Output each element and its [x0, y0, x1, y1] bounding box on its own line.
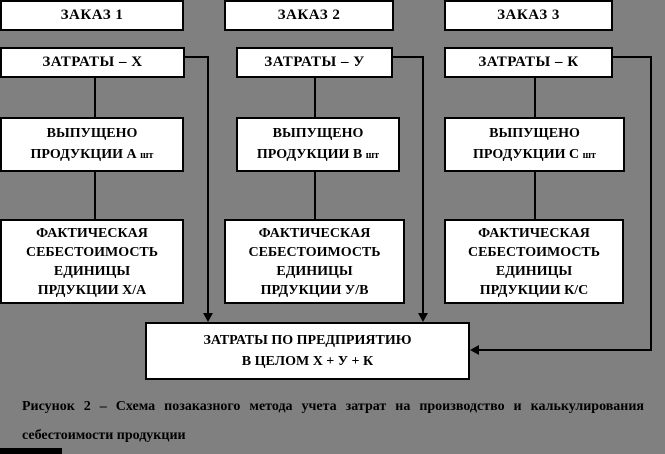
costs-2-box — [236, 47, 393, 78]
actual-cost-1-line: СЕБЕСТОИМОСТЬ — [25, 244, 159, 260]
connector-output2-actual2 — [314, 172, 316, 219]
costs-2-label: ЗАТРАТЫ – У — [264, 54, 365, 70]
connector-costs2-total-vertical — [422, 56, 424, 313]
output-3-line2: ПРОДУКЦИИ С — [473, 147, 580, 162]
order-2-box — [224, 0, 394, 31]
actual-cost-3-line: СЕБЕСТОИМОСТЬ — [467, 244, 601, 260]
actual-cost-2-line: ФАКТИЧЕСКАЯ — [258, 225, 371, 241]
connector-costs1-total-vertical — [207, 56, 209, 313]
actual-cost-3-line: ЕДИНИЦЫ — [495, 263, 573, 279]
order-2-label: ЗАКАЗ 2 — [277, 7, 341, 23]
output-2-unit: шт — [365, 150, 380, 161]
output-1-line1: ВЫПУЩЕНО — [46, 126, 138, 141]
costs-1-label: ЗАТРАТЫ – Х — [42, 54, 143, 70]
costs-3-label: ЗАТРАТЫ – К — [478, 54, 579, 70]
actual-cost-2-line: ПРДУКЦИИ У/В — [260, 282, 369, 298]
connector-costs3-output3 — [534, 78, 536, 117]
arrow-down-icon — [418, 313, 428, 322]
output-3-box — [444, 117, 625, 172]
output-1-box — [0, 117, 184, 172]
output-3-unit: шт — [582, 150, 596, 161]
order-3-box — [444, 0, 613, 31]
arrow-left-icon — [470, 345, 479, 355]
total-costs-line2: В ЦЕЛОМ Х + У + К — [241, 354, 374, 369]
output-1-unit: шт — [140, 150, 154, 161]
connector-costs3-total-vertical — [650, 56, 652, 351]
connector-costs3-total-return — [478, 349, 652, 351]
connector-costs3-total-horizontal — [613, 56, 652, 58]
connector-costs2-output2 — [314, 78, 316, 117]
output-2-line1: ВЫПУЩЕНО — [272, 126, 364, 141]
connector-costs1-total-horizontal — [185, 56, 209, 58]
actual-cost-2-box — [224, 219, 405, 304]
actual-cost-3-line: ПРДУКЦИИ К/С — [479, 282, 589, 298]
output-2-box — [236, 117, 400, 172]
actual-cost-1-box — [0, 219, 184, 304]
figure-caption-line1: Рисунок 2 – Схема позаказного метода учета затрат на производство и калькулирования — [22, 399, 644, 414]
total-costs-box — [145, 322, 470, 380]
actual-cost-3-line: ФАКТИЧЕСКАЯ — [478, 225, 590, 241]
actual-cost-1-line: ЕДИНИЦЫ — [53, 263, 131, 279]
connector-costs1-output1 — [94, 78, 96, 117]
actual-cost-3-box — [444, 219, 624, 304]
order-1-label: ЗАКАЗ 1 — [60, 7, 124, 23]
figure-caption — [22, 392, 644, 450]
arrow-down-icon — [203, 313, 213, 322]
connector-costs2-total-horizontal — [393, 56, 424, 58]
output-2-line2: ПРОДУКЦИИ В — [256, 147, 363, 162]
total-costs-line1: ЗАТРАТЫ ПО ПРЕДПРИЯТИЮ — [203, 333, 412, 348]
connector-output1-actual1 — [94, 172, 96, 219]
costs-3-box — [444, 47, 613, 78]
actual-cost-1-line: ПРДУКЦИИ Х/А — [37, 282, 147, 298]
order-1-box — [0, 0, 184, 31]
output-3-line1: ВЫПУЩЕНО — [489, 126, 580, 141]
output-1-line2: ПРОДУКЦИИ А — [30, 147, 137, 162]
actual-cost-1-line: ФАКТИЧЕСКАЯ — [36, 225, 148, 241]
order-3-label: ЗАКАЗ 3 — [497, 7, 560, 23]
scan-artifact-bar — [0, 448, 62, 454]
actual-cost-2-line: СЕБЕСТОИМОСТЬ — [248, 244, 381, 260]
figure-caption-line2: себестоимости продукции — [22, 428, 186, 443]
costs-1-box — [0, 47, 185, 78]
actual-cost-2-line: ЕДИНИЦЫ — [276, 263, 353, 279]
connector-output3-actual3 — [534, 172, 536, 219]
